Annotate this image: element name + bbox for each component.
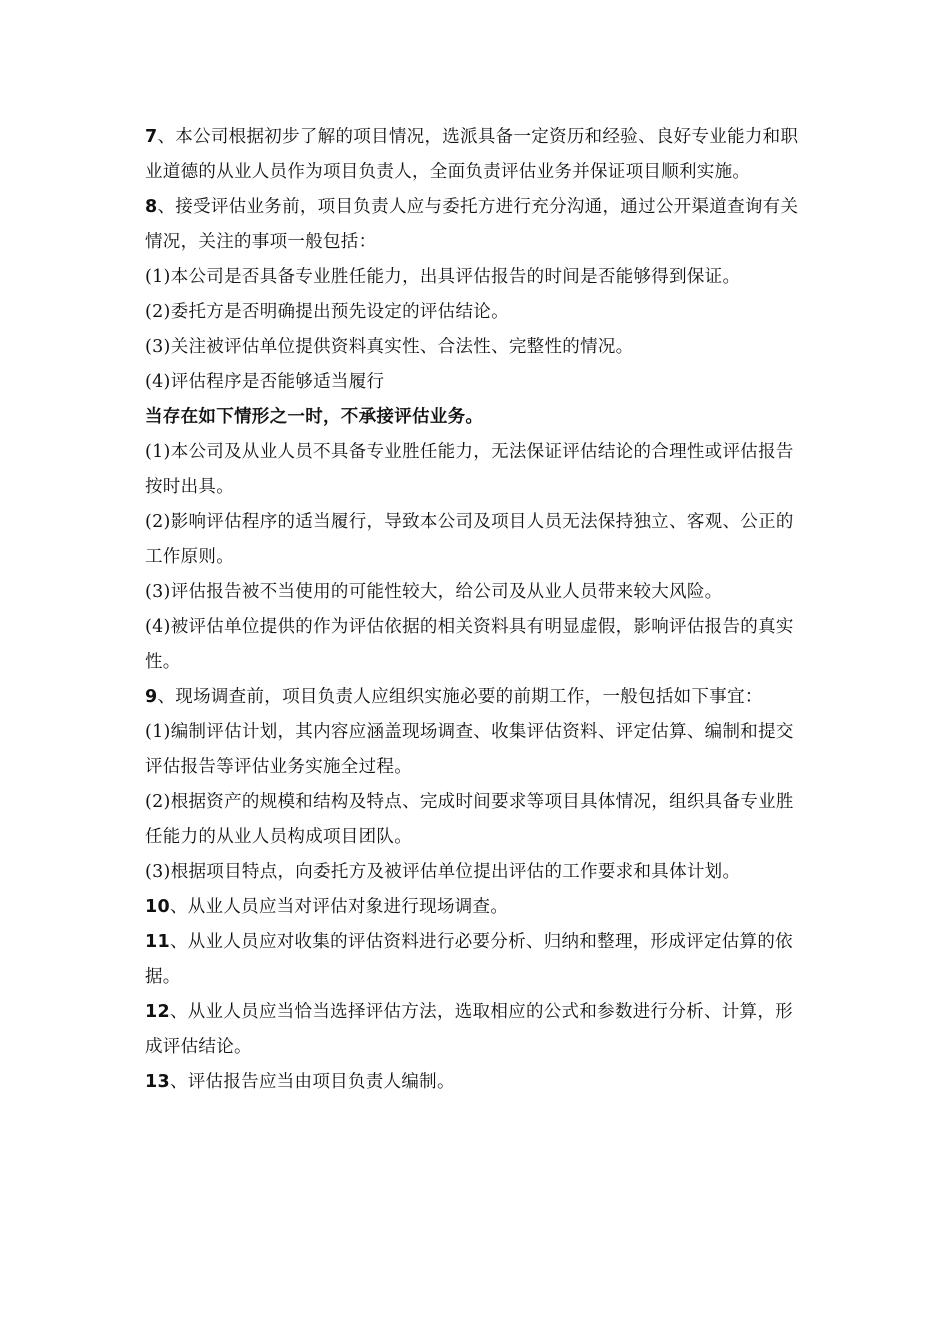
paragraph-9 (145, 680, 810, 715)
paragraph-text: 、现场调查前，项目负责人应组织实施必要的前期工作，一般包括如下事宜： (157, 687, 763, 707)
item-number: 9 (145, 687, 158, 707)
section-heading: 当存在如下情形之一时，不承接评估业务。 (145, 407, 484, 427)
sub-item: (4)被评估单位提供的作为评估依据的相关资料具有明显虚假，影响评估报告的真实性。 (145, 617, 794, 672)
sub-item: (1)本公司是否具备专业胜任能力，出具评估报告的时间是否能够得到保证。 (145, 267, 741, 287)
paragraph-7 (145, 120, 810, 190)
sub-item: (2)影响评估程序的适当履行，导致本公司及项目人员无法保持独立、客观、公正的工作原则。 (145, 512, 794, 567)
paragraph-8 (145, 190, 810, 260)
item-number: 7 (145, 127, 158, 147)
document-body (145, 120, 810, 1100)
sub-item: (4)评估程序是否能够适当履行 (145, 372, 385, 392)
item-number: 10 (145, 897, 170, 917)
sub-item: (3)评估报告被不当使用的可能性较大，给公司及从业人员带来较大风险。 (145, 582, 723, 602)
sub-item: (2)委托方是否明确提出预先设定的评估结论。 (145, 302, 509, 322)
paragraph-11 (145, 925, 810, 995)
paragraph-text: 、接受评估业务前，项目负责人应与委托方进行充分沟通，通过公开渠道查询有关情况，关注的事项一般包括： (145, 197, 799, 252)
sub-item: (1)编制评估计划，其内容应涵盖现场调查、收集评估资料、评定估算、编制和提交评估报告等评估业务实施全过程。 (145, 722, 794, 777)
paragraph-13 (145, 1065, 810, 1100)
paragraph-text: 、评估报告应当由项目负责人编制。 (169, 1072, 455, 1092)
paragraph-12 (145, 995, 810, 1065)
item-number: 8 (145, 197, 158, 217)
sub-item: (3)关注被评估单位提供资料真实性、合法性、完整性的情况。 (145, 337, 634, 357)
sub-item: (2)根据资产的规模和结构及特点、完成时间要求等项目具体情况，组织具备专业胜任能力的从业人员构成项目团队。 (145, 792, 794, 847)
item-number: 12 (145, 1002, 170, 1022)
paragraph-text: 、从业人员应当恰当选择评估方法，选取相应的公式和参数进行分析、计算，形成评估结论。 (145, 1002, 793, 1057)
paragraph-text: 、从业人员应当对评估对象进行现场调查。 (169, 897, 509, 917)
paragraph-text: 、从业人员应对收集的评估资料进行必要分析、归纳和整理，形成评定估算的依据。 (145, 932, 793, 987)
paragraph-text: 、本公司根据初步了解的项目情况，选派具备一定资历和经验、良好专业能力和职业道德的从业人员作为项目负责人，全面负责评估业务并保证项目顺利实施。 (145, 127, 799, 182)
item-number: 11 (145, 932, 170, 952)
sub-item: (1)本公司及从业人员不具备专业胜任能力，无法保证评估结论的合理性或评估报告按时出具。 (145, 442, 794, 497)
paragraph-10 (145, 890, 810, 925)
item-number: 13 (145, 1072, 170, 1092)
sub-item: (3)根据项目特点，向委托方及被评估单位提出评估的工作要求和具体计划。 (145, 862, 741, 882)
